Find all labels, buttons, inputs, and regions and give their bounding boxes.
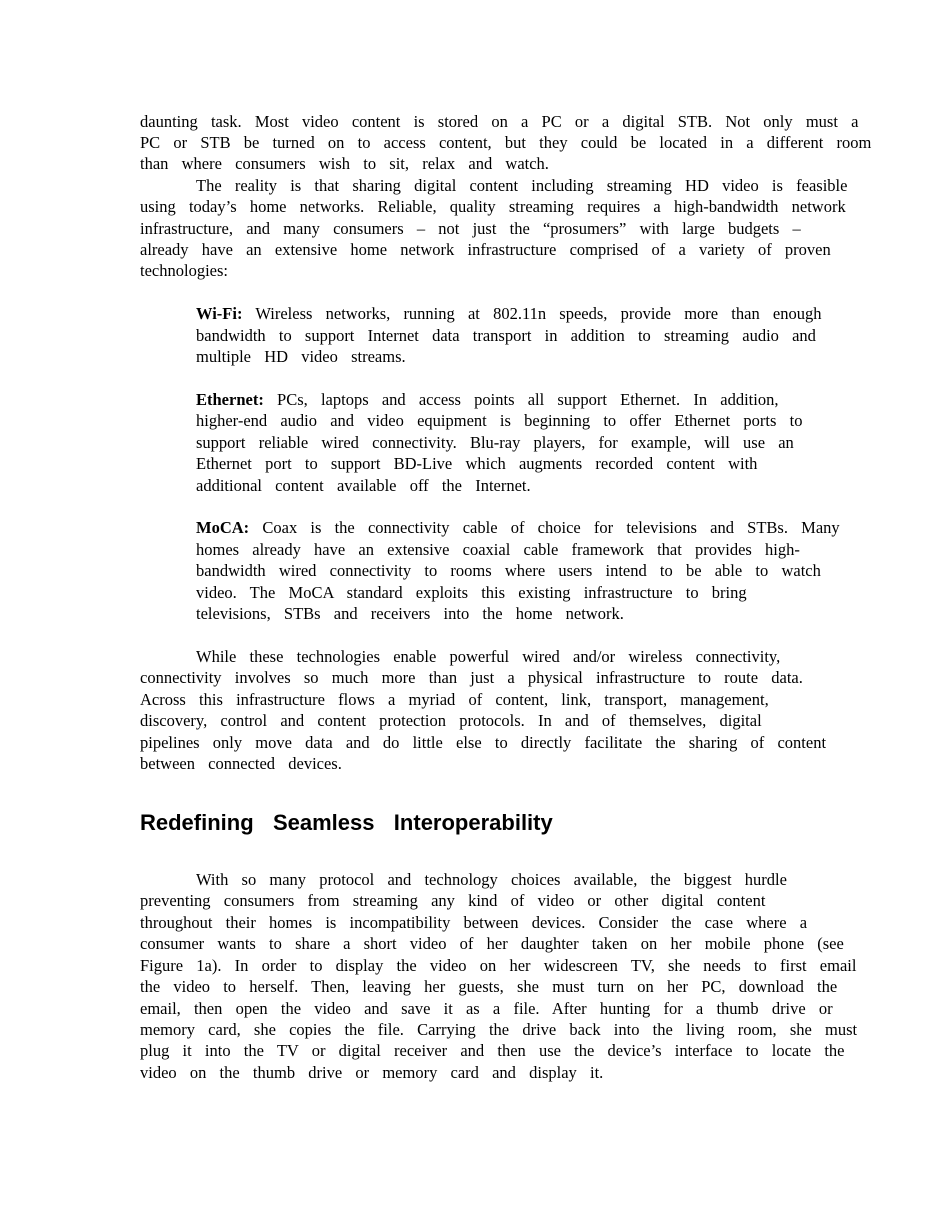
paragraph-line: preventing consumers from streaming any kind of video or other digital content (140, 891, 766, 910)
paragraph-line: video on the thumb drive or memory card and display it. (140, 1063, 604, 1082)
moca-term: MoCA: (196, 518, 250, 537)
paragraph-line: email, then open the video and save it as a file. After hunting for a thumb drive or (140, 999, 833, 1018)
paragraph-line: throughout their homes is incompatibility between devices. Consider the case where a (140, 913, 808, 932)
paragraph-line: already have an extensive home network infrastructure comprised of a variety of proven (140, 240, 831, 259)
paragraph-line: infrastructure, and many consumers – not just the “prosumers” with large budgets – (140, 219, 801, 238)
moca-item-line (196, 517, 840, 538)
paragraph-line: The reality is that sharing digital content including streaming HD video is feasible (196, 176, 848, 195)
paragraph-line: While these technologies enable powerful wired and/or wireless connectivity, (196, 647, 781, 666)
section-heading: Redefining Seamless Interoperability (140, 810, 553, 835)
paragraph-line: consumer wants to share a short video of her daughter taken on her mobile phone (see (140, 934, 844, 953)
ethernet-description: PCs, laptops and access points all support Ethernet. In addition, (277, 390, 779, 409)
paragraph-line: the video to herself. Then, leaving her guests, she must turn on her PC, download the (140, 977, 838, 996)
ethernet-item-line: higher-end audio and video equipment is beginning to offer Ethernet ports to (196, 411, 803, 430)
paragraph-line: PC or STB be turned on to access content, but they could be located in a different room (140, 133, 872, 152)
paragraph-line: using today’s home networks. Reliable, quality streaming requires a high-bandwidth network (140, 197, 846, 216)
ethernet-term: Ethernet: (196, 390, 264, 409)
paragraph-line: daunting task. Most video content is stored on a PC or a digital STB. Not only must a (140, 112, 859, 131)
moca-item-line: video. The MoCA standard exploits this existing infrastructure to bring (196, 583, 747, 602)
paragraph-line: Across this infrastructure flows a myriad of content, link, transport, management, (140, 690, 769, 709)
paragraph-line: pipelines only move data and do little else to directly facilitate the sharing of content (140, 733, 827, 752)
wifi-description: Wireless networks, running at 802.11n speeds, provide more than enough (255, 304, 822, 323)
ethernet-item-line: support reliable wired connectivity. Blu-ray players, for example, will use an (196, 433, 794, 452)
paragraph-line: than where consumers wish to sit, relax and watch. (140, 154, 549, 173)
moca-item-line: televisions, STBs and receivers into the home network. (196, 604, 624, 623)
ethernet-item-line (196, 389, 778, 410)
paragraph-line: With so many protocol and technology choices available, the biggest hurdle (196, 870, 787, 889)
paragraph-line: memory card, she copies the file. Carrying the drive back into the living room, she must (140, 1020, 858, 1039)
wifi-term: Wi-Fi: (196, 304, 243, 323)
moca-item-line: bandwidth wired connectivity to rooms where users intend to be able to watch (196, 561, 821, 580)
paragraph-line: technologies: (140, 261, 228, 280)
paragraph-line: connectivity involves so much more than just a physical infrastructure to route data. (140, 668, 803, 687)
paragraph-line: plug it into the TV or digital receiver and then use the device’s interface to locate the (140, 1041, 845, 1060)
moca-description: Coax is the connectivity cable of choice for televisions and STBs. Many (262, 518, 840, 537)
wifi-item-line: multiple HD video streams. (196, 347, 406, 366)
moca-item-line: homes already have an extensive coaxial cable framework that provides high- (196, 540, 800, 559)
paragraph-line: Figure 1a). In order to display the video on her widescreen TV, she needs to first email (140, 956, 857, 975)
wifi-item-line (196, 303, 822, 324)
wifi-item-line: bandwidth to support Internet data transport in addition to streaming audio and (196, 326, 816, 345)
paragraph-line: between connected devices. (140, 754, 342, 773)
ethernet-item-line: additional content available off the Internet. (196, 476, 531, 495)
paragraph-line: discovery, control and content protection protocols. In and of themselves, digital (140, 711, 762, 730)
ethernet-item-line: Ethernet port to support BD-Live which augments recorded content with (196, 454, 758, 473)
